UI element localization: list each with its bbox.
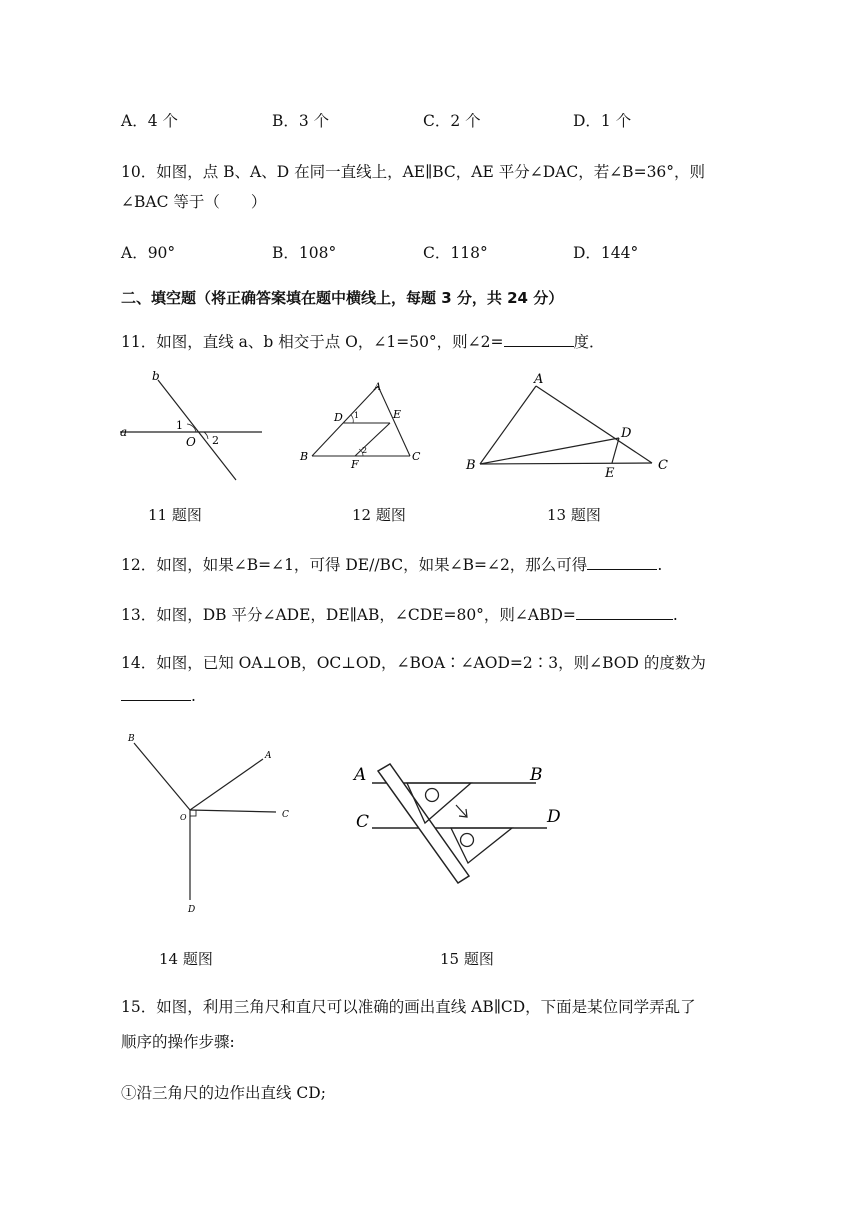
q11-text (121, 330, 605, 352)
fig13-label-b: B (466, 458, 476, 473)
fig12-label-c: C (412, 450, 421, 463)
fig13-label-e: E (605, 466, 615, 481)
q10-line2: ∠BAC 等于（ ） (121, 193, 267, 211)
q10-option-d: D．144° (573, 244, 639, 262)
q11-after: 度． (573, 333, 605, 351)
q12-after: . (657, 556, 663, 574)
q13-after: . (672, 606, 678, 624)
q9-option-a: A．4 个 (121, 112, 178, 130)
q12-answer-blank[interactable] (587, 555, 657, 570)
fig15-label-c: C (356, 812, 370, 832)
fig12-label-b: B (300, 450, 309, 463)
q14-line2 (121, 686, 196, 705)
fig12-label-d: D (334, 411, 343, 424)
section2-title: 二、填空题（将正确答案填在题中横线上，每题 3 分，共 24 分） (121, 289, 564, 307)
q10-option-c: C．118° (423, 244, 488, 262)
fig14-label-b: B (128, 734, 135, 744)
caption-fig12: 12 题图 (352, 506, 406, 524)
fig15-label-a: A (354, 765, 367, 785)
q13-text (121, 603, 678, 625)
figure-15 (350, 755, 570, 890)
fig11-label-o: O (186, 435, 196, 449)
fig15-label-b: B (530, 765, 543, 785)
fig14-label-a: A (265, 751, 272, 761)
fig14-label-c: C (282, 810, 289, 820)
fig11-label-a: a (120, 425, 128, 439)
q11-before: 11．如图，直线 a、b 相交于点 O，∠1=50°，则∠2= (121, 333, 504, 351)
fig14-label-o: O (180, 813, 187, 822)
fig12-label-e: E (393, 408, 402, 421)
q14-answer-blank[interactable] (121, 686, 191, 701)
q13-before: 13．如图，DB 平分∠ADE，DE∥AB，∠CDE=80°，则∠ABD= (121, 606, 576, 624)
caption-fig11: 11 题图 (148, 506, 202, 524)
q14-after: . (191, 687, 196, 705)
fig13-label-c: C (658, 458, 668, 473)
q15-line2: 顺序的操作步骤: (121, 1033, 235, 1051)
q12-before: 12．如图，如果∠B=∠1，可得 DE//BC，如果∠B=∠2，那么可得 (121, 556, 588, 574)
q12-text (121, 553, 662, 575)
fig11-label-1: 1 (176, 419, 183, 432)
fig15-label-d: D (547, 807, 561, 827)
q9-option-d: D．1 个 (573, 112, 632, 130)
fig13-label-d: D (621, 426, 632, 441)
q15-step1: ①沿三角尺的边作出直线 CD; (121, 1084, 326, 1102)
q13-answer-blank[interactable] (576, 605, 673, 620)
figure-14 (118, 725, 298, 915)
fig12-label-2: 2 (362, 446, 368, 455)
q10-line1: 10．如图，点 B、A、D 在同一直线上，AE∥BC，AE 平分∠DAC，若∠B=36°，则 (121, 163, 706, 181)
q11-answer-blank[interactable] (504, 332, 574, 347)
q9-option-c: C．2 个 (423, 112, 481, 130)
fig11-label-2: 2 (212, 434, 219, 447)
q9-option-b: B．3 个 (272, 112, 330, 130)
figure-13 (460, 372, 672, 482)
fig12-label-1: 1 (354, 411, 360, 420)
q15-line1: 15．如图，利用三角尺和直尺可以准确的画出直线 AB∥CD，下面是某位同学弄乱了 (121, 998, 696, 1016)
fig13-label-a: A (534, 372, 544, 387)
figure-11 (118, 368, 268, 486)
caption-fig15: 15 题图 (440, 950, 494, 968)
q10-option-b: B．108° (272, 244, 337, 262)
caption-fig14: 14 题图 (159, 950, 213, 968)
figure-12 (296, 380, 432, 470)
q10-option-a: A．90° (121, 244, 176, 262)
caption-fig13: 13 题图 (547, 506, 601, 524)
fig14-label-d: D (188, 905, 196, 915)
q14-line1: 14．如图，已知 OA⊥OB，OC⊥OD，∠BOA∶∠AOD=2∶3，则∠BOD 的度数为 (121, 654, 706, 672)
fig11-label-b: b (152, 369, 160, 383)
fig12-label-a: A (374, 382, 382, 393)
fig12-label-f: F (351, 458, 359, 470)
